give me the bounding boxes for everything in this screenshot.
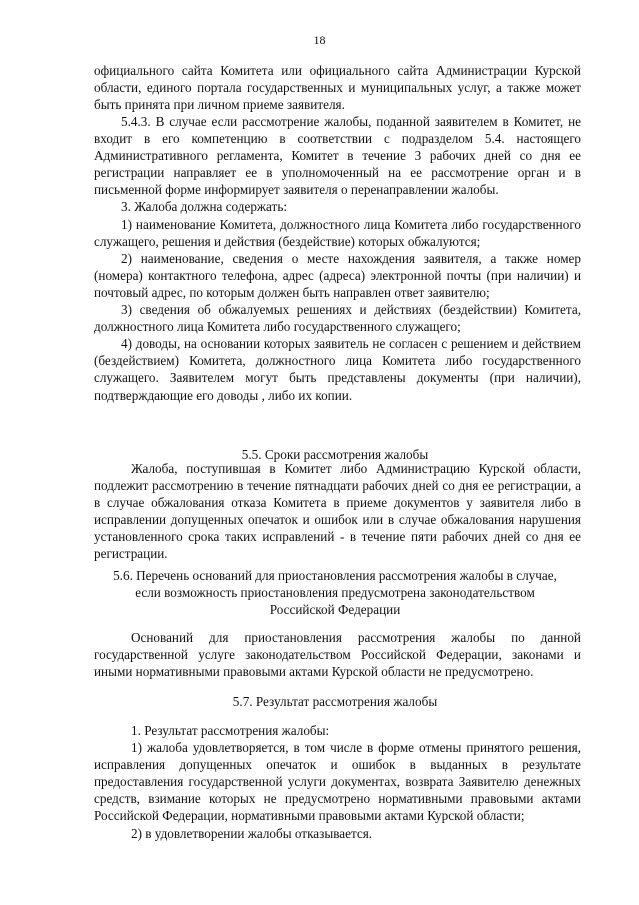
section-5-5-block — [94, 460, 581, 563]
heading-5-6-line1: 5.6. Перечень оснований для приостановления рассмотрения жалобы в случае, — [113, 568, 557, 583]
paragraph-no-suspension: Оснований для приостановления рассмотрения жалобы по данной государственной услуге законодательством Российской Федерации, законами и иными нормативными правовыми актами Курской области не предусмотрено. — [94, 630, 581, 680]
heading-5-6-line2: если возможность приостановления предусмотрена законодательством — [135, 585, 535, 601]
list-item-3: 3) сведения об обжалуемых решениях и действиях (бездействии) Комитета, должностного лица Комитета либо государственного служащего; — [94, 302, 581, 335]
paragraph: официального сайта Комитета или официального сайта Администрации Курской области, единого портала государственных и муниципальных услуг, а также может быть принята при личном приеме заявителя. — [94, 63, 581, 113]
heading-5-7: 5.7. Результат рассмотрения жалобы — [232, 694, 438, 709]
paragraph-complaint-contents: 3. Жалоба должна содержать: — [121, 199, 287, 215]
list-item-2: 2) наименование, сведения о месте нахождения заявителя, а также номер (номера) контактного телефона, адрес (адреса) электронной почты (при наличии) и почтовый адрес, по которым должен быть направлен ответ заявителю; — [94, 250, 581, 300]
section-5-4-block — [94, 113, 581, 404]
heading-5-6-line3: Российской Федерации — [269, 602, 401, 618]
paragraph-result: 1. Результат рассмотрения жалобы: — [131, 723, 330, 738]
result-item-2: 2) в удовлетворении жалобы отказывается. — [131, 825, 373, 841]
section-5-7-block — [94, 722, 581, 842]
result-item-1: 1) жалоба удовлетворяется, в том числе в форме отмены принятого решения, исправления допущенных опечаток и ошибок в выданных в результате предоставления государственной услуги документах, возврата Заявителю денежных средств, взимание которых не предусмотрено нормативными правовыми актами Российской Федерации, нормативными правовыми актами Курской области; — [94, 740, 581, 824]
paragraph-continuation — [94, 62, 581, 113]
list-item-4: 4) доводы, на основании которых заявитель не согласен с решением и действием (бездействием) Комитета, должностного лица Комитета либо государственного служащего. Заявителем могут быть представлены документы (при наличии), подтверждающие его доводы , либо их копии. — [94, 336, 581, 403]
heading-5-5: 5.5. Сроки рассмотрения жалобы — [241, 447, 429, 462]
paragraph-review-terms: Жалоба, поступившая в Комитет либо Администрацию Курской области, подлежит рассмотрению в течение пятнадцати рабочих дней со дня ее регистрации, а в случае обжалования отказа Комитета в приеме документов у заявителя либо в исправлении допущенных опечаток и ошибок или в случае обжалования нарушения установленного срока таких исправлений - в течение пяти рабочих дней со дня ее регистрации. — [94, 461, 581, 562]
heading-5-6 — [80, 567, 590, 618]
list-item-1: 1) наименование Комитета, должностного лица Комитета либо государственного служащего, решения и действия (бездействие) которых обжалуются; — [94, 216, 581, 249]
paragraph-5-4-3: 5.4.3. В случае если рассмотрение жалобы, поданной заявителем в Комитет, не входит в его компетенцию в соответствии с подразделом 5.4. настоящего Административного регламента, Комитет в течение 3 рабочих дней со дня ее регистрации направляет ее в уполномоченный на ее рассмотрение орган и в письменной форме информирует заявителя о перенаправлении жалобы. — [94, 114, 581, 198]
page-number: 18 — [313, 33, 326, 47]
section-5-6-block — [94, 629, 581, 680]
